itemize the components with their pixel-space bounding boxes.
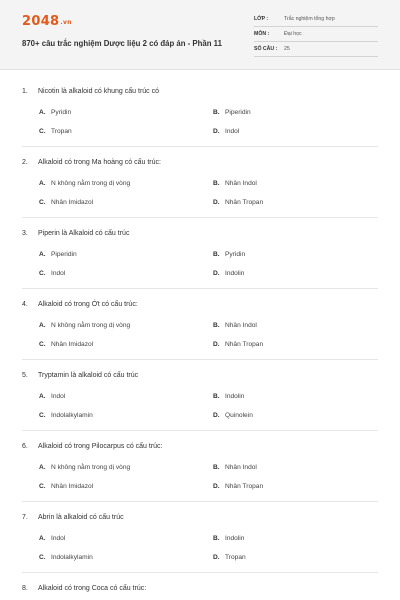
option-letter: D. bbox=[213, 128, 220, 135]
answer-option[interactable] bbox=[213, 341, 387, 348]
option-text: Nhân Tropan bbox=[225, 341, 264, 348]
option-text: Piperidin bbox=[51, 251, 77, 258]
answer-option[interactable] bbox=[213, 251, 387, 258]
answer-option[interactable] bbox=[39, 412, 213, 419]
option-letter: B. bbox=[213, 322, 220, 329]
question-prompt: Alkaloid có trong Pilocarpus có cấu trúc: bbox=[38, 443, 163, 450]
option-text: Nhân Indol bbox=[225, 180, 257, 187]
option-text: Piperidin bbox=[225, 109, 251, 116]
option-text: Pyridin bbox=[51, 109, 72, 116]
question-number: 1. bbox=[22, 88, 28, 95]
meta-row bbox=[254, 42, 378, 57]
question-text bbox=[22, 513, 378, 523]
question-number: 5. bbox=[22, 372, 28, 379]
meta-value: Trắc nghiệm tổng hợp bbox=[284, 16, 335, 22]
question-number: 3. bbox=[22, 230, 28, 237]
question-list bbox=[0, 70, 400, 600]
question-prompt: Alkaloid có trong Ớt có cấu trúc: bbox=[38, 301, 138, 308]
option-letter: A. bbox=[39, 322, 46, 329]
question-item bbox=[22, 147, 378, 218]
answer-option[interactable] bbox=[39, 199, 213, 206]
option-text: Tropan bbox=[51, 128, 72, 135]
question-item bbox=[22, 360, 378, 431]
meta-row bbox=[254, 12, 378, 27]
option-letter: C. bbox=[39, 483, 46, 490]
question-item bbox=[22, 289, 378, 360]
option-letter: B. bbox=[213, 464, 220, 471]
option-text: Nhân Tropan bbox=[225, 199, 264, 206]
question-prompt: Piperin là Alkaloid có cấu trúc bbox=[38, 230, 130, 237]
answer-option[interactable] bbox=[213, 270, 387, 277]
question-text bbox=[22, 371, 378, 381]
quiz-meta bbox=[254, 12, 378, 57]
answer-option[interactable] bbox=[213, 483, 387, 490]
option-letter: C. bbox=[39, 270, 46, 277]
answer-option[interactable] bbox=[39, 322, 213, 329]
option-letter: A. bbox=[39, 393, 46, 400]
answer-option[interactable] bbox=[39, 180, 213, 187]
answer-options bbox=[22, 393, 378, 421]
question-text bbox=[22, 300, 378, 310]
option-letter: D. bbox=[213, 199, 220, 206]
meta-label: MÔN : bbox=[254, 31, 270, 37]
answer-option[interactable] bbox=[39, 128, 213, 135]
meta-value: Đại học bbox=[284, 31, 302, 37]
answer-option[interactable] bbox=[213, 464, 387, 471]
answer-option[interactable] bbox=[39, 535, 213, 542]
answer-options bbox=[22, 109, 378, 137]
question-prompt: Alkaloid có trong Ma hoàng có cấu trúc: bbox=[38, 159, 161, 166]
option-text: Indol bbox=[51, 535, 66, 542]
option-text: Nhân Imidazol bbox=[51, 199, 94, 206]
option-letter: B. bbox=[213, 393, 220, 400]
question-item bbox=[22, 573, 378, 600]
question-item bbox=[22, 218, 378, 289]
question-item bbox=[22, 431, 378, 502]
option-text: Indol bbox=[225, 128, 240, 135]
question-item bbox=[22, 502, 378, 573]
question-number: 7. bbox=[22, 514, 28, 521]
answer-option[interactable] bbox=[213, 199, 387, 206]
question-text bbox=[22, 87, 378, 97]
meta-label: SỐ CÂU : bbox=[254, 46, 278, 52]
question-number: 8. bbox=[22, 585, 28, 592]
meta-row bbox=[254, 27, 378, 42]
option-text: Nhân Indol bbox=[225, 322, 257, 329]
option-letter: C. bbox=[39, 554, 46, 561]
page-header bbox=[0, 0, 400, 70]
option-text: Quinolein bbox=[225, 412, 253, 419]
option-text: Nhân Indol bbox=[225, 464, 257, 471]
option-letter: B. bbox=[213, 180, 220, 187]
option-letter: B. bbox=[213, 109, 220, 116]
answer-option[interactable] bbox=[39, 251, 213, 258]
option-letter: C. bbox=[39, 412, 46, 419]
option-text: Nhân Imidazol bbox=[51, 341, 94, 348]
question-prompt: Abrin là alkaloid có cấu trúc bbox=[38, 514, 124, 521]
option-letter: B. bbox=[213, 251, 220, 258]
option-text: Indolin bbox=[225, 270, 245, 277]
option-text: Nhân Tropan bbox=[225, 483, 264, 490]
answer-option[interactable] bbox=[39, 464, 213, 471]
option-letter: D. bbox=[213, 412, 220, 419]
question-item bbox=[22, 76, 378, 147]
option-text: N không nằm trong dị vòng bbox=[51, 322, 131, 329]
answer-option[interactable] bbox=[213, 128, 387, 135]
option-text: Indolin bbox=[225, 393, 245, 400]
option-text: Indolin bbox=[225, 535, 245, 542]
logo-suffix: .vn bbox=[60, 19, 72, 26]
answer-option[interactable] bbox=[213, 322, 387, 329]
option-text: Indolalkylamin bbox=[51, 554, 93, 561]
answer-options bbox=[22, 180, 378, 208]
option-text: Indol bbox=[51, 270, 66, 277]
option-letter: D. bbox=[213, 483, 220, 490]
option-letter: D. bbox=[213, 341, 220, 348]
option-text: Nhân Imidazol bbox=[51, 483, 94, 490]
option-text: Indolalkylamin bbox=[51, 412, 93, 419]
answer-option[interactable] bbox=[213, 554, 387, 561]
answer-option[interactable] bbox=[39, 109, 213, 116]
question-prompt: Alkaloid có trong Coca có cấu trúc: bbox=[38, 585, 147, 592]
meta-value: 25 bbox=[284, 46, 290, 52]
answer-options bbox=[22, 322, 378, 350]
option-text: N không nằm trong dị vòng bbox=[51, 180, 131, 187]
answer-option[interactable] bbox=[213, 412, 387, 419]
option-letter: A. bbox=[39, 109, 46, 116]
logo-main: 2048 bbox=[22, 14, 60, 29]
option-letter: D. bbox=[213, 554, 220, 561]
meta-label: LỚP : bbox=[254, 16, 269, 22]
answer-options bbox=[22, 464, 378, 492]
answer-option[interactable] bbox=[39, 393, 213, 400]
question-text bbox=[22, 584, 378, 594]
answer-option[interactable] bbox=[39, 270, 213, 277]
option-letter: A. bbox=[39, 535, 46, 542]
option-letter: D. bbox=[213, 270, 220, 277]
answer-option[interactable] bbox=[39, 554, 213, 561]
option-text: N không nằm trong dị vòng bbox=[51, 464, 131, 471]
question-text bbox=[22, 442, 378, 452]
option-letter: A. bbox=[39, 180, 46, 187]
option-text: Indol bbox=[51, 393, 66, 400]
answer-option[interactable] bbox=[39, 341, 213, 348]
answer-option[interactable] bbox=[39, 483, 213, 490]
option-text: Tropan bbox=[225, 554, 246, 561]
answer-option[interactable] bbox=[213, 109, 387, 116]
question-prompt: Tryptamin là alkaloid có cấu trúc bbox=[38, 372, 139, 379]
option-letter: A. bbox=[39, 464, 46, 471]
question-number: 2. bbox=[22, 159, 28, 166]
answer-options bbox=[22, 251, 378, 279]
option-text: Pyridin bbox=[225, 251, 246, 258]
answer-options bbox=[22, 535, 378, 563]
question-text bbox=[22, 158, 378, 168]
option-letter: C. bbox=[39, 128, 46, 135]
option-letter: C. bbox=[39, 341, 46, 348]
option-letter: B. bbox=[213, 535, 220, 542]
answer-option[interactable] bbox=[213, 393, 387, 400]
option-letter: C. bbox=[39, 199, 46, 206]
option-letter: A. bbox=[39, 251, 46, 258]
question-number: 6. bbox=[22, 443, 28, 450]
page-title: 870+ câu trắc nghiệm Dược liệu 2 có đáp án - Phần 11 bbox=[22, 39, 222, 48]
answer-option[interactable] bbox=[213, 180, 387, 187]
question-number: 4. bbox=[22, 301, 28, 308]
answer-option[interactable] bbox=[213, 535, 387, 542]
question-prompt: Nicotin là alkaloid có khung cấu trúc có bbox=[38, 88, 160, 95]
question-text bbox=[22, 229, 378, 239]
